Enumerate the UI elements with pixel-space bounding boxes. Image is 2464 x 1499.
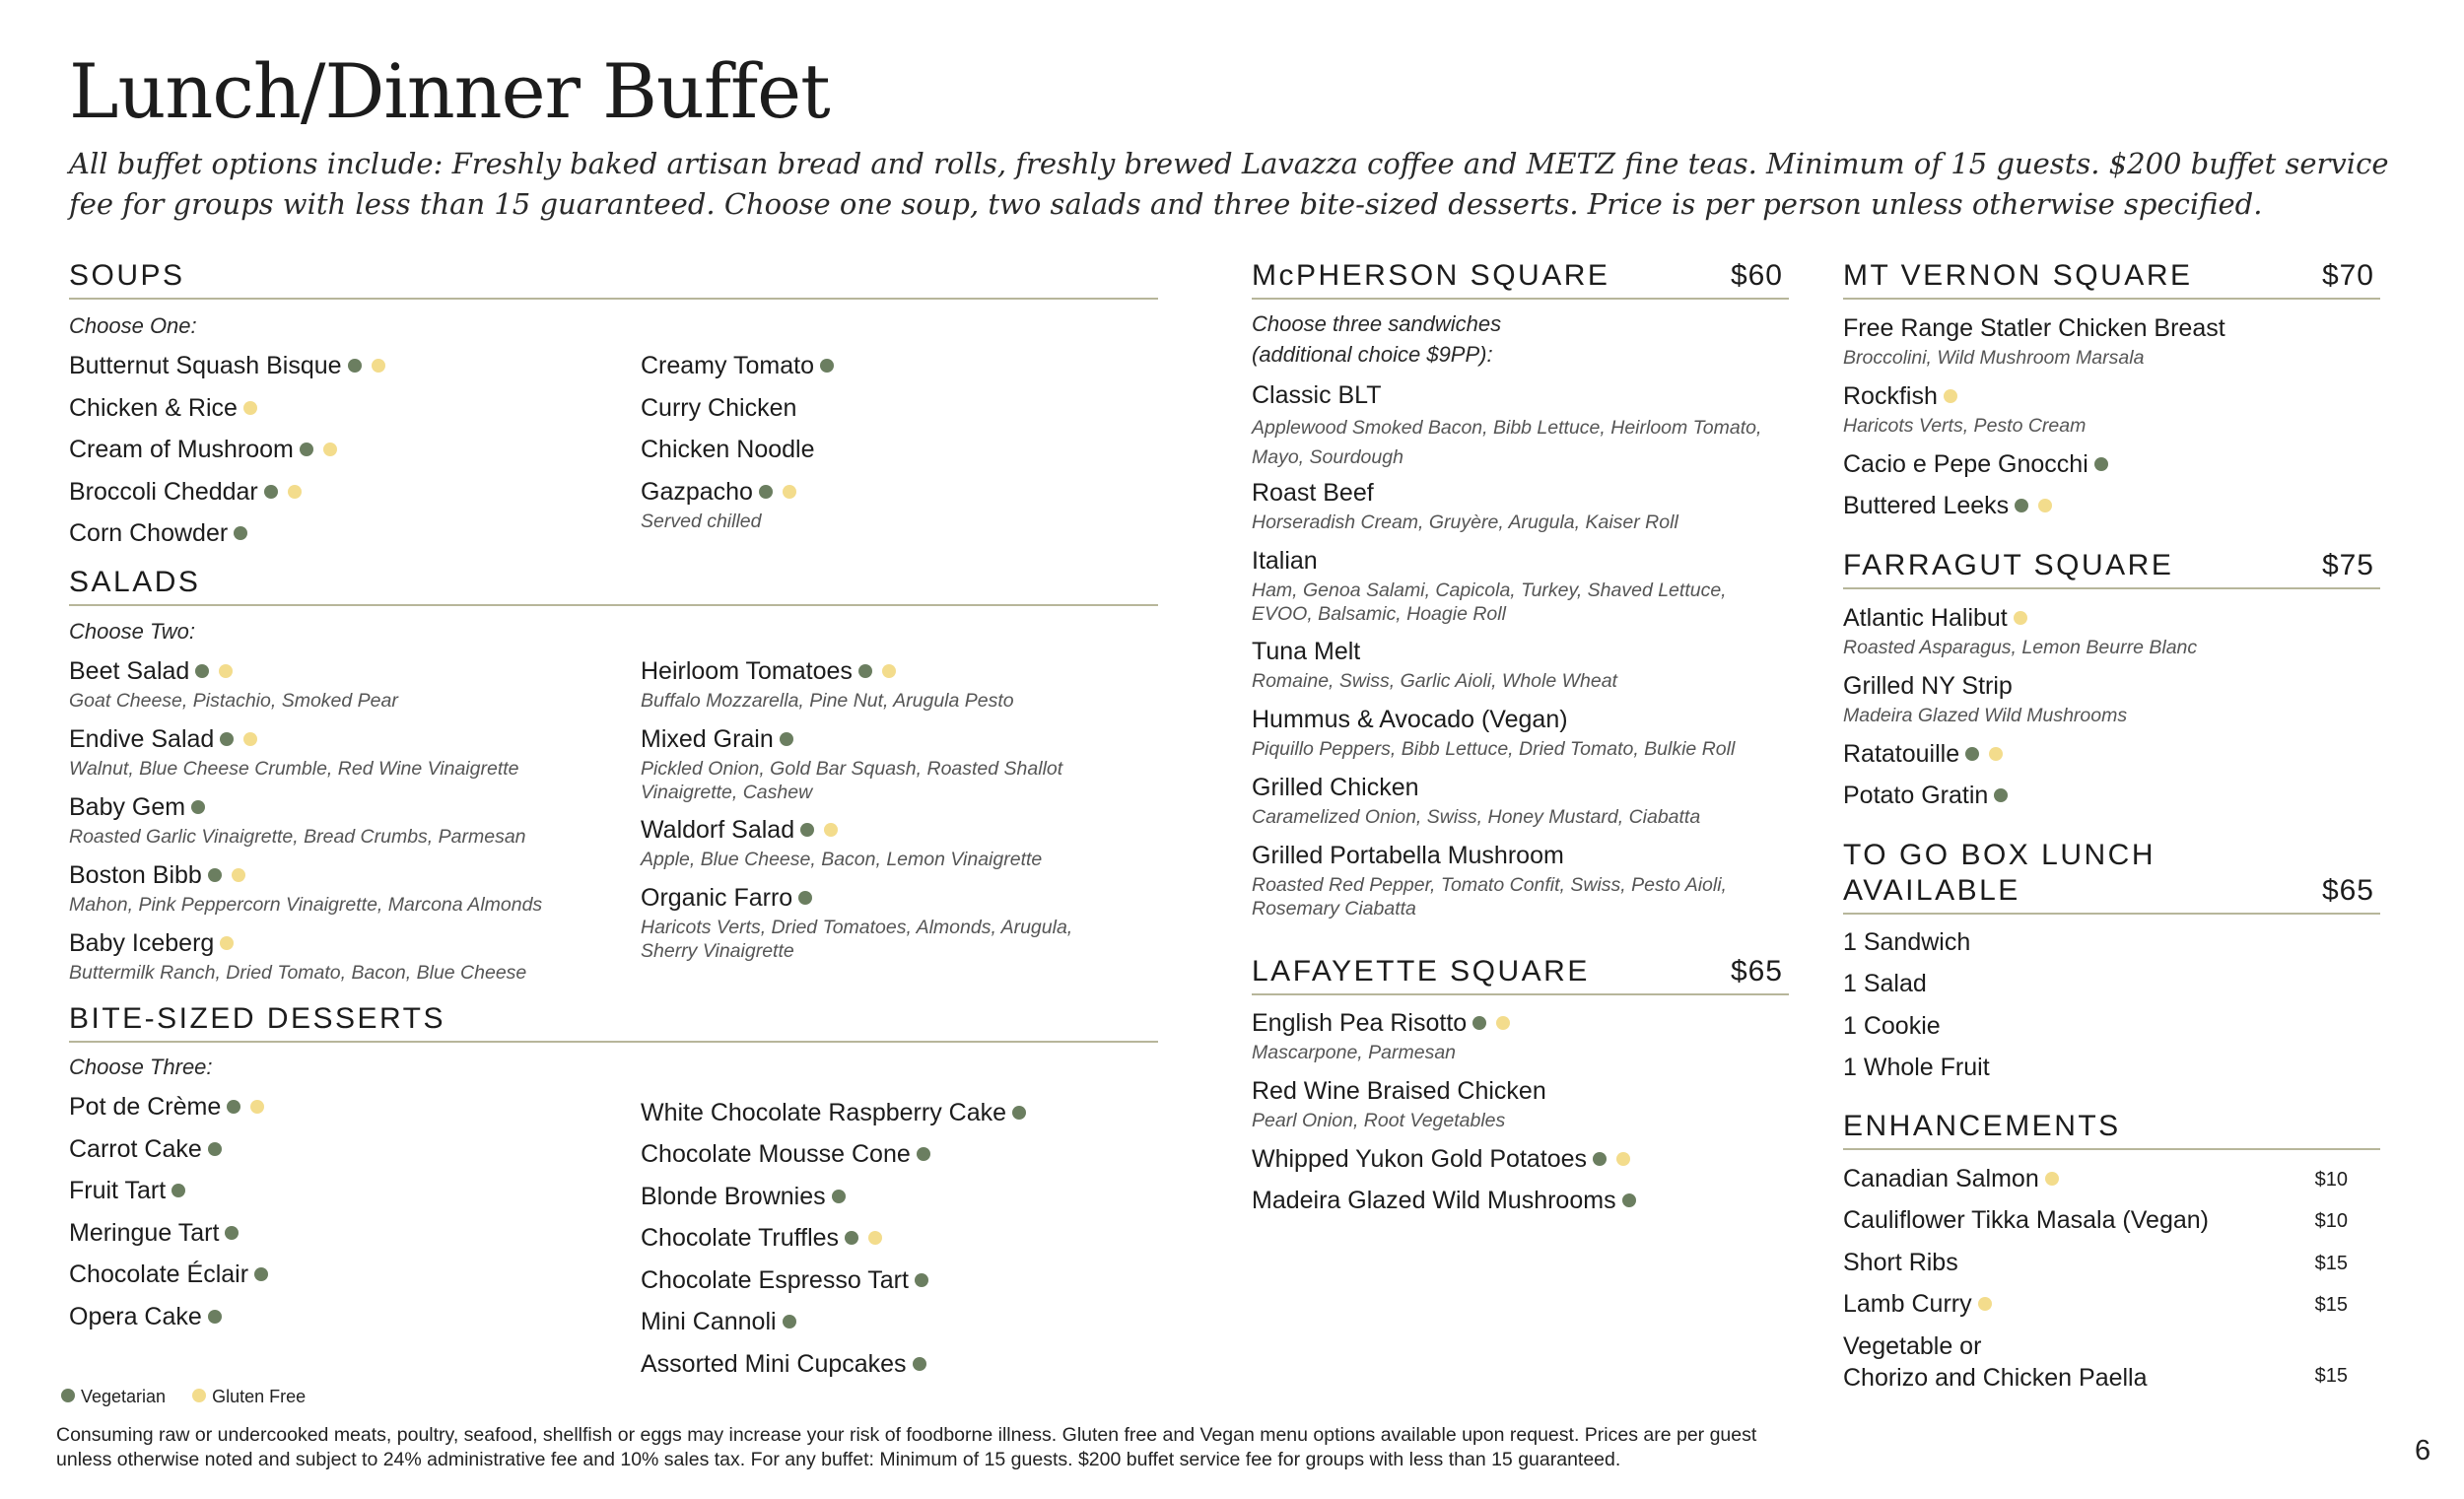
vegetarian-icon: [225, 1226, 239, 1240]
salad-item: Heirloom Tomatoes: [641, 655, 896, 687]
entree-item: Free Range Statler Chicken Breast: [1843, 314, 2225, 342]
entree-desc: Broccolini, Wild Mushroom Marsala: [1843, 347, 2145, 369]
togo-item: 1 Cookie: [1843, 1012, 1941, 1040]
lafayette-heading: LAFAYETTE SQUARE $65: [1252, 954, 1789, 995]
sandwich-desc: Romaine, Swiss, Garlic Aioli, Whole Wheat: [1252, 670, 1617, 692]
enhancement-item: Vegetable or Chorizo and Chicken Paella: [1843, 1332, 2148, 1392]
enhancements-heading: ENHANCEMENTS: [1843, 1109, 2380, 1150]
entree-desc: Mascarpone, Parmesan: [1252, 1042, 1457, 1063]
sandwich-item: Grilled Chicken: [1252, 774, 1419, 801]
gluten-free-icon: [882, 664, 896, 678]
sandwich-desc: Horseradish Cream, Gruyère, Arugula, Kaiser Roll: [1252, 511, 1678, 533]
salad-desc: Pickled Onion, Gold Bar Squash, Roasted Shallot Vinaigrette, Cashew: [641, 758, 1063, 803]
sandwich-desc: Piquillo Peppers, Bibb Lettuce, Dried Tomato, Bulkie Roll: [1252, 738, 1736, 760]
gluten-free-icon: [243, 732, 257, 746]
vegetarian-icon: [195, 664, 209, 678]
dessert-item: Chocolate Espresso Tart: [641, 1264, 928, 1296]
dessert-item: Chocolate Truffles: [641, 1222, 882, 1254]
enhancement-price: $10: [2314, 1210, 2348, 1232]
vegetarian-icon: [858, 664, 872, 678]
gluten-free-icon: [232, 868, 245, 882]
gluten-free-icon: [824, 823, 838, 837]
enhancement-price: $10: [2314, 1169, 2348, 1191]
mtvernon-heading: MT VERNON SQUARE $70: [1843, 258, 2380, 300]
gluten-free-icon: [192, 1389, 206, 1402]
togo-item: 1 Sandwich: [1843, 928, 1971, 956]
gluten-free-icon: [1989, 747, 2003, 761]
dessert-item: Chocolate Mousse Cone: [641, 1138, 930, 1170]
gluten-free-icon: [2038, 499, 2052, 512]
entree-item: Rockfish: [1843, 380, 1957, 412]
vegetarian-icon: [2015, 499, 2028, 512]
gluten-free-icon: [1978, 1297, 1992, 1311]
entree-item: Cacio e Pepe Gnocchi: [1843, 448, 2108, 480]
vegetarian-icon: [220, 732, 234, 746]
gluten-free-icon: [323, 443, 337, 456]
enhancement-price: $15: [2314, 1253, 2348, 1274]
vegetarian-icon: [208, 868, 222, 882]
entree-item: Buttered Leeks: [1843, 490, 2052, 521]
vegetarian-icon: [234, 526, 247, 540]
enhancement-item: Lamb Curry: [1843, 1288, 1992, 1320]
vegetarian-icon: [208, 1310, 222, 1324]
vegetarian-icon: [917, 1147, 930, 1161]
mcpherson-heading: McPHERSON SQUARE $60: [1252, 258, 1789, 300]
entree-desc: Madeira Glazed Wild Mushrooms: [1843, 705, 2128, 726]
footer-disclaimer: Consuming raw or undercooked meats, poultry, seafood, shellfish or eggs may increase your risk of foodborne illness. Gluten free and Vegan menu options available upon request. Prices are per guest unless otherwise noted and subject to 24% administrative fee and 10% sales tax. For any buffet: Minimum of 15 guests. $200 buffet service fee for groups with less than 15 guaranteed.: [56, 1424, 1757, 1470]
salad-desc: Haricots Verts, Dried Tomatoes, Almonds, Arugula, Sherry Vinaigrette: [641, 917, 1073, 962]
enhancement-item: Cauliflower Tikka Masala (Vegan): [1843, 1206, 2209, 1234]
vegetarian-icon: [832, 1190, 846, 1203]
gluten-free-icon: [220, 936, 234, 950]
soup-item: Creamy Tomato: [641, 350, 834, 381]
farragut-price: $75: [2321, 549, 2374, 581]
vegetarian-icon: [913, 1357, 926, 1371]
salad-desc: Apple, Blue Cheese, Bacon, Lemon Vinaigrette: [641, 849, 1043, 870]
vegetarian-icon: [264, 485, 278, 499]
enhancement-item: Canadian Salmon: [1843, 1163, 2059, 1194]
dessert-item: Assorted Mini Cupcakes: [641, 1348, 926, 1380]
page-number: 6: [2415, 1435, 2431, 1466]
sandwich-item: Classic BLT: [1252, 381, 1382, 409]
sandwich-desc: Applewood Smoked Bacon, Bibb Lettuce, Heirloom Tomato, Mayo, Sourdough: [1252, 417, 1762, 468]
soup-item: Cream of Mushroom: [69, 434, 337, 465]
lafayette-price: $65: [1730, 955, 1783, 988]
salads-choose: Choose Two:: [69, 619, 195, 644]
gluten-free-icon: [783, 485, 796, 499]
vegetarian-icon: [798, 891, 812, 905]
desserts-choose: Choose Three:: [69, 1055, 213, 1079]
entree-item: Whipped Yukon Gold Potatoes: [1252, 1143, 1630, 1175]
vegetarian-icon: [915, 1273, 928, 1287]
togo-heading: TO GO BOX LUNCH AVAILABLE $65: [1843, 838, 2380, 915]
entree-item: Grilled NY Strip: [1843, 672, 2013, 700]
legend-vegetarian: Vegetarian: [81, 1386, 167, 1406]
legend-gluten-free: Gluten Free: [212, 1386, 307, 1406]
salad-item: Organic Farro: [641, 882, 812, 914]
sandwich-desc: Ham, Genoa Salami, Capicola, Turkey, Shaved Lettuce, EVOO, Balsamic, Hoagie Roll: [1252, 579, 1727, 625]
gluten-free-icon: [288, 485, 302, 499]
desserts-heading: BITE-SIZED DESSERTS: [69, 1001, 1158, 1043]
dessert-item: Opera Cake: [69, 1301, 222, 1332]
vegetarian-icon: [783, 1315, 796, 1329]
gluten-free-icon: [1616, 1152, 1630, 1166]
dessert-item: White Chocolate Raspberry Cake: [641, 1097, 1026, 1128]
soup-desc: Served chilled: [641, 511, 762, 532]
sandwich-desc: Roasted Red Pepper, Tomato Confit, Swiss, Pesto Aioli, Rosemary Ciabatta: [1252, 874, 1727, 920]
vegetarian-icon: [1965, 747, 1979, 761]
soup-item: Chicken & Rice: [69, 392, 257, 424]
soups-choose: Choose One:: [69, 313, 197, 338]
entree-desc: Pearl Onion, Root Vegetables: [1252, 1110, 1506, 1131]
gluten-free-icon: [250, 1100, 264, 1114]
togo-item: 1 Whole Fruit: [1843, 1054, 1990, 1081]
salad-item: Waldorf Salad: [641, 814, 838, 846]
mcpherson-choose: Choose three sandwiches (additional choice $9PP):: [1252, 311, 1502, 367]
soups-heading: SOUPS: [69, 258, 1158, 300]
vegetarian-icon: [845, 1231, 858, 1245]
salad-item: Mixed Grain: [641, 723, 793, 755]
vegetarian-icon: [171, 1184, 185, 1197]
gluten-free-icon: [243, 401, 257, 415]
vegetarian-icon: [800, 823, 814, 837]
salad-desc: Goat Cheese, Pistachio, Smoked Pear: [69, 690, 398, 712]
gluten-free-icon: [1496, 1016, 1510, 1030]
entree-item: Ratatouille: [1843, 738, 2003, 770]
dessert-item: Chocolate Éclair: [69, 1259, 268, 1290]
salad-item: Boston Bibb: [69, 859, 245, 891]
gluten-free-icon: [2014, 611, 2027, 625]
salads-heading: SALADS: [69, 565, 1158, 606]
sandwich-item: Grilled Portabella Mushroom: [1252, 842, 1564, 869]
vegetarian-icon: [1593, 1152, 1607, 1166]
mcpherson-price: $60: [1730, 259, 1783, 292]
soup-item: Butternut Squash Bisque: [69, 350, 385, 381]
salad-desc: Roasted Garlic Vinaigrette, Bread Crumbs, Parmesan: [69, 826, 526, 848]
gluten-free-icon: [868, 1231, 882, 1245]
sandwich-item: Roast Beef: [1252, 479, 1374, 507]
gluten-free-icon: [219, 664, 233, 678]
enhancement-item: Short Ribs: [1843, 1249, 1958, 1276]
soup-item: Curry Chicken: [641, 394, 797, 422]
vegetarian-icon: [1472, 1016, 1486, 1030]
entree-desc: Haricots Verts, Pesto Cream: [1843, 415, 2087, 437]
salad-desc: Buttermilk Ranch, Dried Tomato, Bacon, Blue Cheese: [69, 962, 527, 984]
salad-item: Beet Salad: [69, 655, 233, 687]
sandwich-item: Italian: [1252, 547, 1318, 575]
salad-desc: Buffalo Mozzarella, Pine Nut, Arugula Pesto: [641, 690, 1014, 712]
vegetarian-icon: [820, 359, 834, 373]
dessert-item: Carrot Cake: [69, 1133, 222, 1165]
soup-item: Corn Chowder: [69, 517, 247, 549]
enhancement-price: $15: [2314, 1365, 2348, 1387]
gluten-free-icon: [1944, 389, 1957, 403]
sandwich-desc: Caramelized Onion, Swiss, Honey Mustard, Ciabatta: [1252, 806, 1701, 828]
sandwich-item: Hummus & Avocado (Vegan): [1252, 706, 1568, 733]
farragut-heading: FARRAGUT SQUARE $75: [1843, 548, 2380, 589]
salad-item: Endive Salad: [69, 723, 257, 755]
soup-item: Chicken Noodle: [641, 436, 815, 463]
dessert-item: Mini Cannoli: [641, 1306, 796, 1337]
vegetarian-icon: [254, 1267, 268, 1281]
salad-item: Baby Iceberg: [69, 927, 234, 959]
vegetarian-icon: [1012, 1106, 1026, 1120]
togo-item: 1 Salad: [1843, 970, 1927, 997]
entree-item: Madeira Glazed Wild Mushrooms: [1252, 1185, 1636, 1216]
entree-item: Atlantic Halibut: [1843, 602, 2027, 634]
gluten-free-icon: [372, 359, 385, 373]
soup-item: Broccoli Cheddar: [69, 476, 302, 508]
vegetarian-icon: [61, 1389, 75, 1402]
entree-item: English Pea Risotto: [1252, 1007, 1510, 1039]
dessert-item: Meringue Tart: [69, 1217, 239, 1249]
vegetarian-icon: [759, 485, 773, 499]
vegetarian-icon: [227, 1100, 240, 1114]
salad-desc: Mahon, Pink Peppercorn Vinaigrette, Marcona Almonds: [69, 894, 543, 916]
enhancement-price: $15: [2314, 1294, 2348, 1316]
dessert-item: Pot de Crème: [69, 1091, 264, 1123]
page-title: Lunch/Dinner Buffet: [69, 47, 830, 135]
intro-text: All buffet options include: Freshly baked artisan bread and rolls, freshly brewed Lavazza coffee and METZ fine teas. Minimum of 15 guests. $200 buffet service fee for groups with less than 15 guaranteed. Choose one soup, two salads and three bite-sized desserts. Price is per person unless otherwise specified.: [69, 147, 2389, 221]
entree-item: Potato Gratin: [1843, 780, 2008, 811]
togo-price: $65: [2321, 874, 2374, 907]
vegetarian-icon: [208, 1142, 222, 1156]
vegetarian-icon: [2094, 457, 2108, 471]
vegetarian-icon: [1622, 1193, 1636, 1207]
sandwich-item: Tuna Melt: [1252, 638, 1361, 665]
vegetarian-icon: [780, 732, 793, 746]
dessert-item: Blonde Brownies: [641, 1181, 846, 1212]
vegetarian-icon: [300, 443, 313, 456]
dessert-item: Fruit Tart: [69, 1175, 185, 1206]
entree-desc: Roasted Asparagus, Lemon Beurre Blanc: [1843, 637, 2198, 658]
dietary-legend: [61, 1386, 327, 1407]
entree-item: Red Wine Braised Chicken: [1252, 1077, 1546, 1105]
salad-item: Baby Gem: [69, 791, 205, 823]
mtvernon-price: $70: [2321, 259, 2374, 292]
salad-desc: Walnut, Blue Cheese Crumble, Red Wine Vinaigrette: [69, 758, 519, 780]
vegetarian-icon: [348, 359, 362, 373]
soup-item: Gazpacho: [641, 476, 796, 508]
vegetarian-icon: [191, 800, 205, 814]
vegetarian-icon: [1994, 788, 2008, 802]
gluten-free-icon: [2045, 1172, 2059, 1186]
